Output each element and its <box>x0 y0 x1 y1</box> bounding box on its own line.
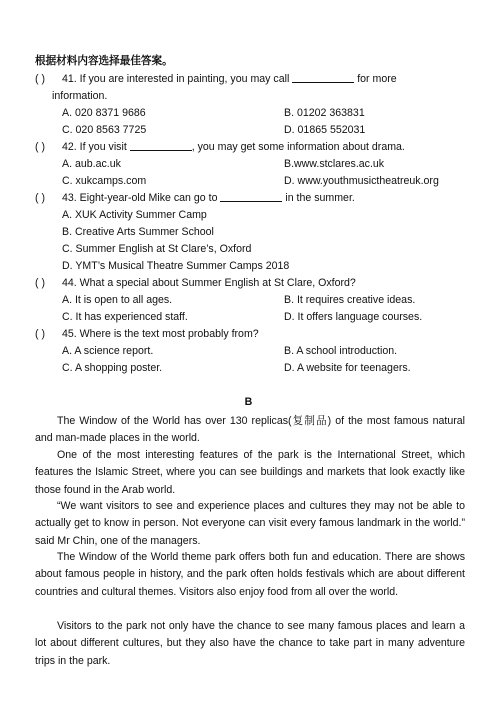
answer-blank <box>130 139 192 151</box>
option-41-a: A. 020 8371 9686 <box>62 107 146 119</box>
question-text: 44. What a special about Summer English at St Clare, Oxford? <box>62 277 356 289</box>
passage-paragraph-4: The Window of the World theme park offers both fun and education. There are shows about famous people in history, and the park often holds festivals which are about different countries and cultural themes. Visitors also enjoy food from all over the world. <box>35 551 465 598</box>
question-45 <box>35 326 259 343</box>
option-42-b: B.www.stclares.ac.uk <box>284 158 385 170</box>
question-44 <box>35 275 356 292</box>
question-41-continuation: information. <box>52 90 108 102</box>
answer-bracket: ( ) <box>35 192 45 204</box>
option-43-d: D. YMT’s Musical Theatre Summer Camps 2018 <box>62 260 290 272</box>
option-42-a: A. aub.ac.uk <box>62 158 121 170</box>
question-text-tail: , you may get some information about drama. <box>191 141 405 153</box>
answer-blank <box>220 190 282 202</box>
answer-blank <box>292 71 354 83</box>
question-text: 45. Where is the text most probably from? <box>62 328 259 340</box>
option-42-d: D. www.youthmusictheatreuk.org <box>284 175 439 187</box>
question-text-tail: in the summer. <box>282 192 355 204</box>
option-43-c: C. Summer English at St Clare’s, Oxford <box>62 243 252 255</box>
option-43-a: A. XUK Activity Summer Camp <box>62 209 207 221</box>
answer-bracket: ( ) <box>35 73 45 85</box>
passage-paragraph-3: “We want visitors to see and experience places and cultures they may not be able to actually get to know in person. Not everyone can visit every famous landmark in the world.” said Mr Chin, one of the managers. <box>35 500 465 547</box>
question-text: 43. Eight-year-old Mike can go to <box>62 192 221 204</box>
question-41 <box>35 71 397 88</box>
option-41-b: B. 01202 363831 <box>284 107 365 119</box>
answer-bracket: ( ) <box>35 277 45 289</box>
answer-bracket: ( ) <box>35 141 45 153</box>
option-42-c: C. xukcamps.com <box>62 175 147 187</box>
option-45-b: B. A school introduction. <box>284 345 398 357</box>
question-42 <box>35 139 405 156</box>
option-44-a: A. It is open to all ages. <box>62 294 173 306</box>
instruction: 根据材料内容选择最佳答案。 <box>35 55 173 67</box>
question-43 <box>35 190 355 207</box>
option-45-c: C. A shopping poster. <box>62 362 163 374</box>
option-45-a: A. A science report. <box>62 345 154 357</box>
passage-paragraph-2: One of the most interesting features of the park is the International Street, which features the Islamic Street, where you can see buildings and markets that look exactly like those found in the Arab world. <box>35 449 465 496</box>
option-43-b: B. Creative Arts Summer School <box>62 226 214 238</box>
question-text: 41. If you are interested in painting, you may call <box>62 73 293 85</box>
option-41-d: D. 01865 552031 <box>284 124 366 136</box>
question-text-tail: for more <box>354 73 397 85</box>
passage-paragraph-1: The Window of the World has over 130 replicas(复制品) of the most famous natural and man-made places in the world. <box>35 415 465 445</box>
passage-paragraph-5: Visitors to the park not only have the chance to see many famous places and learn a lot about different cultures, but they also have the chance to take part in many adventure trips in the park. <box>35 620 465 667</box>
section-heading: B <box>244 396 253 408</box>
answer-bracket: ( ) <box>35 328 45 340</box>
option-44-b: B. It requires creative ideas. <box>284 294 416 306</box>
option-45-d: D. A website for teenagers. <box>284 362 411 374</box>
option-44-c: C. It has experienced staff. <box>62 311 188 323</box>
question-text: 42. If you visit <box>62 141 130 153</box>
option-41-c: C. 020 8563 7725 <box>62 124 147 136</box>
option-44-d: D. It offers language courses. <box>284 311 423 323</box>
